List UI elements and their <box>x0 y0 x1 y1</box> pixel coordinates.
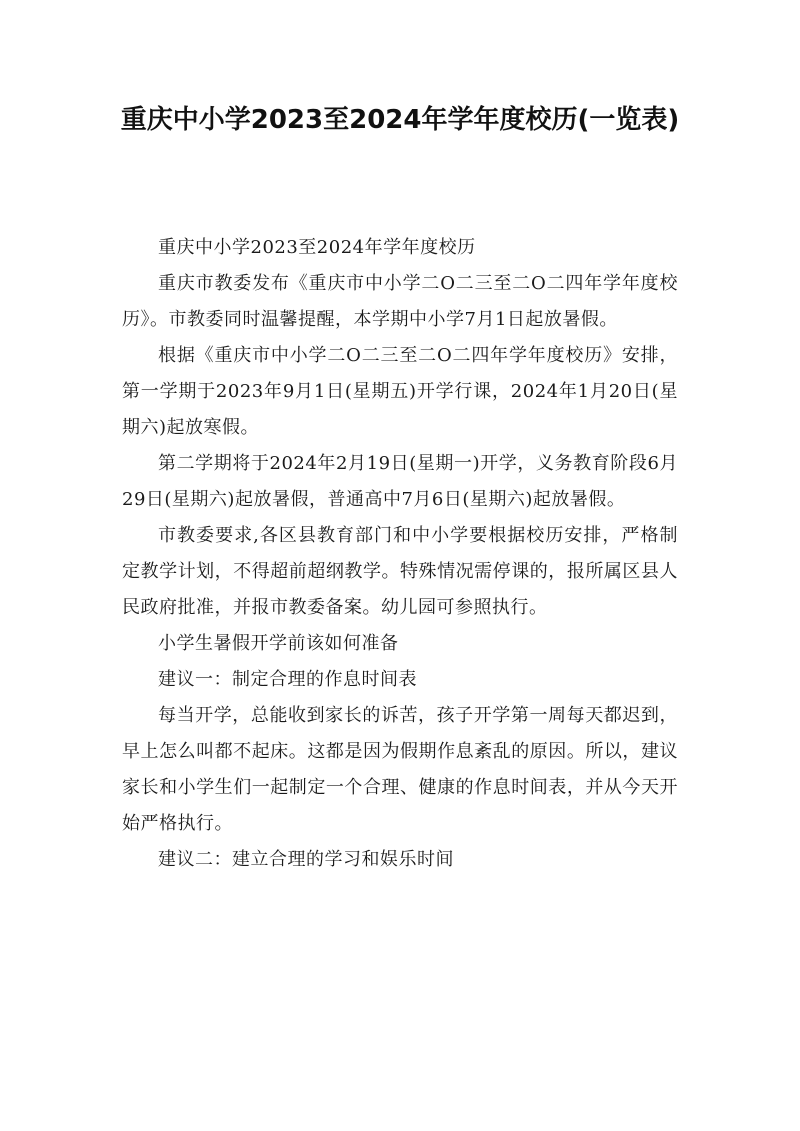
paragraph-announcement: 重庆市教委发布《重庆市中小学二O二三至二O二四年学年度校历》。市教委同时温馨提醒，本学期中小学7月1日起放暑假。 <box>122 273 678 330</box>
paragraph-subtitle: 重庆中小学2023至2024年学年度校历 <box>158 237 476 258</box>
suggestion-one-text: 每当开学，总能收到家长的诉苦，孩子开学第一周每天都迟到，早上怎么叫都不起床。这都是因为假期作息紊乱的原因。所以，建议家长和小学生们一起制定一个合理、健康的作息时间表，并从今天开始严格执行。 <box>122 705 678 834</box>
suggestion-one-heading: 建议一：制定合理的作息时间表 <box>158 669 417 690</box>
document-body <box>122 230 678 878</box>
document-title: 重庆中小学2023至2024年学年度校历(一览表) <box>120 105 680 135</box>
paragraph-requirements: 市教委要求,各区县教育部门和中小学要根据校历安排，严格制定教学计划，不得超前超纲教学。特殊情况需停课的，报所属区县人民政府批准，并报市教委备案。幼儿园可参照执行。 <box>122 525 678 618</box>
section-heading: 小学生暑假开学前该如何准备 <box>158 633 399 654</box>
paragraph-first-semester: 根据《重庆市中小学二O二三至二O二四年学年度校历》安排，第一学期于2023年9月1日(星期五)开学行课，2024年1月20日(星期六)起放寒假。 <box>122 345 678 438</box>
paragraph-second-semester: 第二学期将于2024年2月19日(星期一)开学，义务教育阶段6月29日(星期六)起放暑假，普通高中7月6日(星期六)起放暑假。 <box>122 453 678 510</box>
suggestion-two-heading: 建议二：建立合理的学习和娱乐时间 <box>158 849 454 870</box>
